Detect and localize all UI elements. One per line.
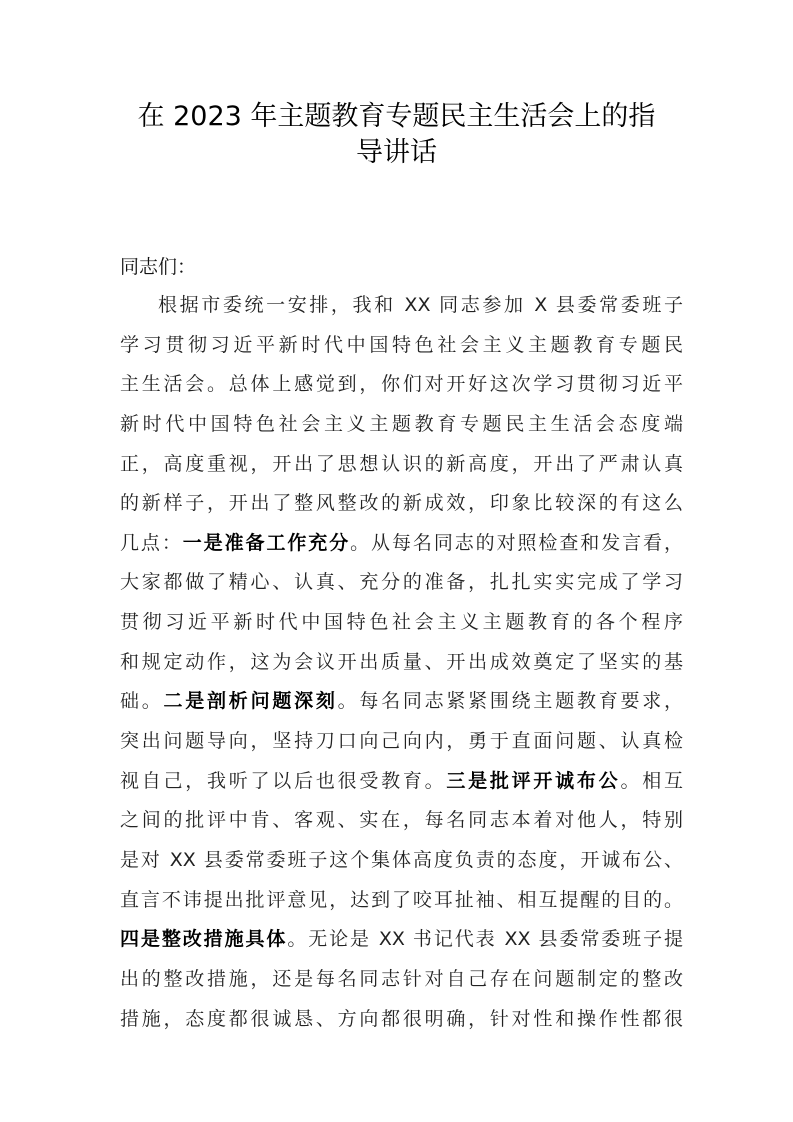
text-line xyxy=(120,685,683,725)
title-line-1: 在 2023 年主题教育专题民主生活会上的指 xyxy=(137,101,656,132)
text-line xyxy=(120,804,683,844)
text-segment: 学习贯彻习近平新时代中国特色社会主义主题教育专题民 xyxy=(120,333,683,356)
text-segment: 突出问题导向，坚持刀口向己向内，勇于直面问题、认真检 xyxy=(120,730,683,753)
text-segment: 正，高度重视，开出了思想认识的新高度，开出了严肃认真 xyxy=(120,452,683,475)
text-segment: 主生活会。总体上感觉到，你们对开好这次学习贯彻习近平 xyxy=(120,373,683,396)
text-segment: 几点： xyxy=(120,531,183,554)
text-segment: 措施，态度都很诚恳、方向都很明确，针对性和操作性都很 xyxy=(120,1007,683,1030)
text-line xyxy=(120,527,683,567)
document-title xyxy=(100,99,693,171)
bold-heading-text: 四是整改措施具体 xyxy=(120,928,288,951)
text-line xyxy=(120,289,683,329)
text-line xyxy=(120,1003,683,1043)
text-segment: 。每名同志紧紧围绕主题教育要求， xyxy=(337,690,683,713)
text-segment: 大家都做了精心、认真、充分的准备，扎扎实实完成了学习 xyxy=(120,571,683,594)
text-line xyxy=(120,566,683,606)
text-segment: 出的整改措施，还是每名同志针对自己存在问题制定的整改 xyxy=(120,967,683,990)
text-line xyxy=(120,646,683,686)
bold-heading-text: 二是剖析问题深刻 xyxy=(163,690,338,713)
text-line xyxy=(120,448,683,488)
text-line xyxy=(120,765,683,805)
text-segment: 贯彻习近平新时代中国特色社会主义主题教育的各个程序 xyxy=(120,611,683,634)
text-line xyxy=(120,725,683,765)
text-line xyxy=(120,329,683,369)
text-segment: 新时代中国特色社会主义主题教育专题民主生活会态度端 xyxy=(120,412,683,435)
text-line xyxy=(120,923,683,963)
text-segment: 。从每名同志的对照检查和发言看， xyxy=(350,531,683,554)
text-line xyxy=(120,844,683,884)
text-segment: 视自己，我听了以后也很受教育。 xyxy=(120,769,447,792)
text-line xyxy=(120,606,683,646)
text-segment: 。相互 xyxy=(620,769,683,792)
text-segment: 是对 XX 县委常委班子这个集体高度负责的态度，开诚布公、 xyxy=(120,848,683,871)
text-line xyxy=(120,884,683,924)
text-line xyxy=(120,408,683,448)
text-segment: 直言不讳提出批评意见，达到了咬耳扯袖、相互提醒的目的。 xyxy=(120,888,683,911)
text-segment: 和规定动作，这为会议开出质量、开出成效奠定了坚实的基 xyxy=(120,650,683,673)
text-line xyxy=(120,963,683,1003)
text-segment: 根据市委统一安排，我和 XX 同志参加 X 县委常委班子 xyxy=(158,294,683,316)
title-line-2: 导讲话 xyxy=(356,137,437,168)
text-segment: 之间的批评中肯、客观、实在，每名同志本着对他人，特别 xyxy=(120,809,683,832)
greeting: 同志们： xyxy=(120,256,197,278)
bold-heading-text: 一是准备工作充分 xyxy=(182,531,351,554)
text-segment: 的新样子，开出了整风整改的新成效，印象比较深的有这么 xyxy=(120,492,683,515)
text-line xyxy=(120,368,683,408)
document-body xyxy=(120,289,683,1042)
text-line xyxy=(120,487,683,527)
text-segment: 础。 xyxy=(120,690,164,713)
text-segment: 。无论是 XX 书记代表 XX 县委常委班子提 xyxy=(287,928,683,951)
bold-heading-text: 三是批评开诚布公 xyxy=(446,769,621,792)
